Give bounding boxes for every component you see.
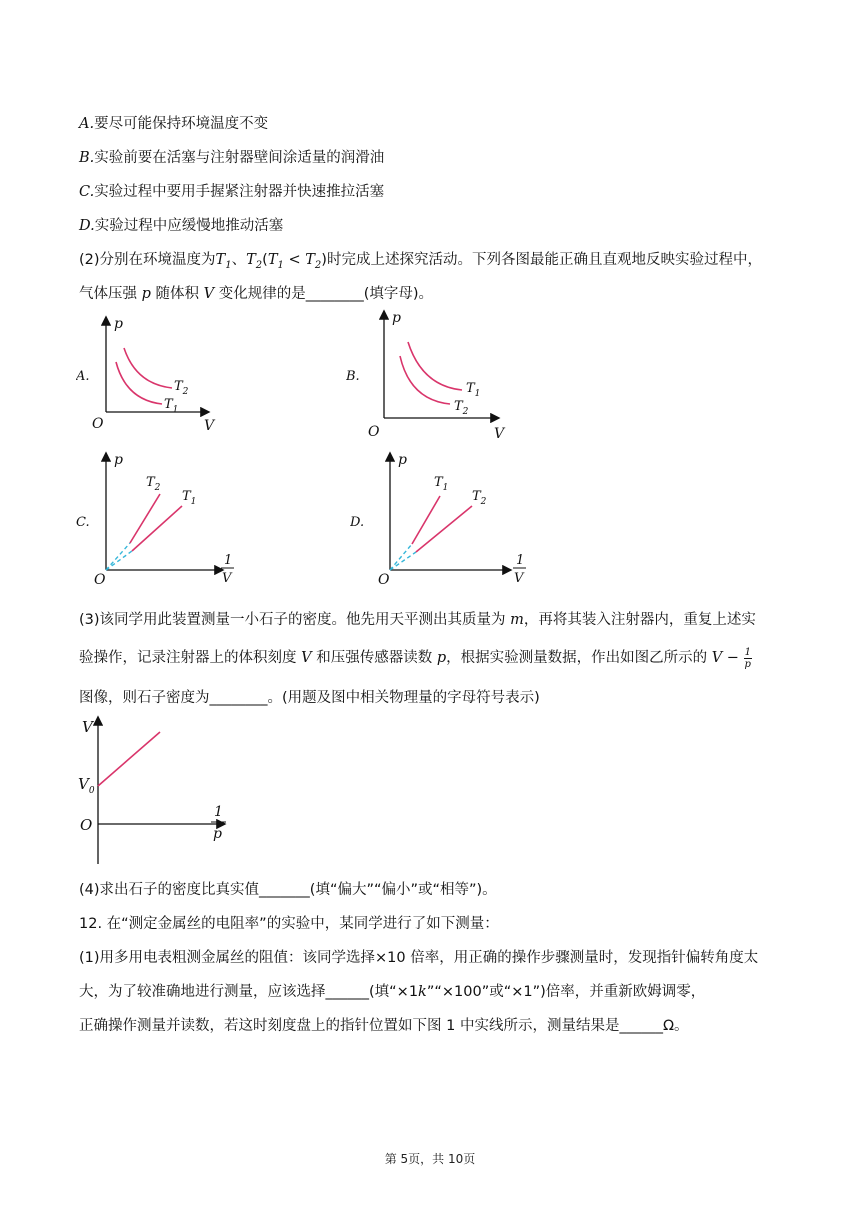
graph-c-ylabel: p <box>114 452 123 468</box>
graph-a-origin: O <box>92 416 104 432</box>
question-3-line2: 验操作，记录注射器上的体积刻度 V 和压强传感器读数 p，根据实验测量数据，作出如图乙所示的 V − $\frac{1}{p}$ <box>79 646 751 670</box>
graph-c <box>76 448 246 588</box>
question-2-line1: (2)分别在环境温度为$T_1$、$T_2(T_1 < T_2)$时完成上述探究活动。下列各图最能正确且直观地反映实验过程中， <box>79 252 762 271</box>
question-12-line2: 大，为了较准确地进行测量，应该选择______(填“×1k”“×100”或“×1”)倍率，并重新欧姆调零， <box>79 984 706 1000</box>
graph-e-intercept-label: $V_0$ <box>78 775 95 796</box>
graph-c-line-steep <box>130 494 160 543</box>
fraction-1-over-p: $\frac{1}{p}$ <box>744 646 751 670</box>
graph-a-lower-label: $T_1$ <box>164 397 179 415</box>
graph-d <box>350 448 540 588</box>
graph-b-curve-upper <box>408 342 462 390</box>
graph-e-xlabel-den: p <box>213 826 222 842</box>
graph-b-curve-lower <box>400 356 450 404</box>
question-12-line1: (1)用多用电表粗测金属丝的阻值：该同学选择×10 倍率，用正确的操作步骤测量时，发现指针偏转角度太 <box>79 950 759 966</box>
graph-a-xlabel: V <box>204 418 215 432</box>
option-c: C.实验过程中要用手握紧注射器并快速推拉活塞 <box>79 184 385 200</box>
graph-e-xlabel-num: 1 <box>214 804 223 820</box>
graph-c-steep-label: $T_2$ <box>146 475 161 493</box>
graph-b-label: B. <box>346 369 360 384</box>
graph-d-ylabel: p <box>398 452 407 468</box>
graph-c-xlabel-den: V <box>222 571 232 586</box>
graph-d-xlabel-num: 1 <box>516 553 525 568</box>
graph-d-line-steep <box>412 496 440 544</box>
question-2-line2: 气体压强 p 随体积 V 变化规律的是________(填字母)。 <box>79 286 434 302</box>
graph-a-curve-upper <box>124 348 172 388</box>
graph-a-upper-label: $T_2$ <box>174 379 189 397</box>
graph-a <box>76 312 226 432</box>
question-12-line3: 正确操作测量并读数，若这时刻度盘上的指针位置如下图 1 中实线所示，测量结果是______Ω。 <box>79 1018 689 1034</box>
graph-b-ylabel: p <box>392 310 401 326</box>
page-footer: 第 5页，共 10页 <box>384 1152 476 1166</box>
graph-d-steep-label: $T_1$ <box>434 475 449 493</box>
question-3-line1: (3)该同学用此装置测量一小石子的密度。他先用天平测出其质量为 m，再将其装入注射器内，重复上述实 <box>79 612 756 628</box>
question-12-title: 12. 在“测定金属丝的电阻率”的实验中，某同学进行了如下测量： <box>79 916 499 932</box>
graph-v-vs-inv-p <box>74 712 244 868</box>
option-d: D.实验过程中应缓慢地推动活塞 <box>79 218 284 234</box>
graph-b-xlabel: V <box>494 426 505 442</box>
graph-d-origin: O <box>378 572 390 588</box>
graph-b-origin: O <box>368 424 380 440</box>
graph-b <box>346 306 516 442</box>
graph-e-ylabel: V <box>82 718 93 736</box>
graph-d-line-shallow <box>416 506 472 552</box>
graph-c-label: C. <box>76 515 90 530</box>
graph-b-lower-label: $T_2$ <box>454 399 469 417</box>
graph-c-xlabel-num: 1 <box>224 553 233 568</box>
graph-c-dash-shallow <box>106 551 132 570</box>
graph-e-line <box>98 732 160 786</box>
question-4: (4)求出石子的密度比真实值_______(填“偏大”“偏小”或“相等”)。 <box>79 882 497 898</box>
question-3-line3: 图像，则石子密度为________。(用题及图中相关物理量的字母符号表示) <box>79 690 540 706</box>
graph-d-dash-shallow <box>390 552 416 570</box>
option-a: A.要尽可能保持环境温度不变 <box>79 116 269 132</box>
option-b: B.实验前要在活塞与注射器壁间涂适量的润滑油 <box>79 150 385 166</box>
graph-c-shallow-label: $T_1$ <box>182 489 197 507</box>
graph-d-shallow-label: $T_2$ <box>472 489 487 507</box>
graph-b-upper-label: $T_1$ <box>466 381 481 399</box>
graph-a-label: A. <box>76 369 90 384</box>
graph-d-xlabel-den: V <box>514 571 524 586</box>
graph-c-origin: O <box>94 572 106 588</box>
graph-d-label: D. <box>350 515 365 530</box>
graph-c-dash-steep <box>106 543 130 570</box>
graph-e-origin: O <box>80 816 93 834</box>
graph-a-ylabel: p <box>114 316 123 332</box>
